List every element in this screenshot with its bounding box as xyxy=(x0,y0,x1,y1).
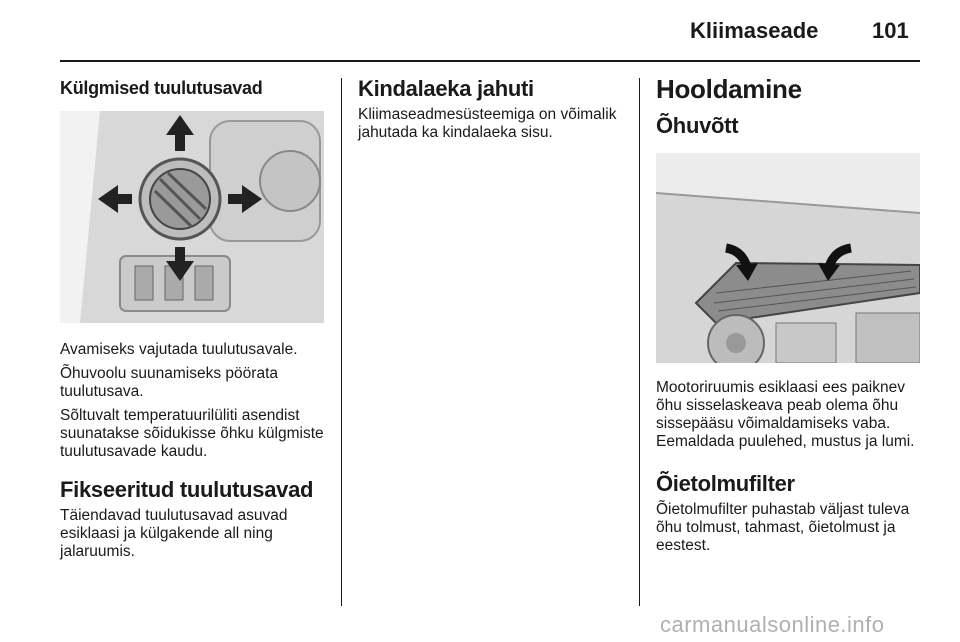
paragraph-glovebox-cooler: Kliimaseadmesüsteemiga on võimalik jahutada ka kindalaeka sisu. xyxy=(358,106,617,141)
column-2 xyxy=(358,72,630,142)
header-page-number: 101 xyxy=(872,18,909,43)
paragraph-pollen-filter: Õietolmufilter puhastab väljast tuleva õhu tolmust, tahmast, õietolmust ja eestest. xyxy=(656,501,910,554)
column-1 xyxy=(60,72,330,561)
header-rule xyxy=(60,60,920,62)
header-section-title: Kliimaseade xyxy=(690,18,819,43)
column-divider-1 xyxy=(341,78,342,606)
column-3 xyxy=(656,72,922,555)
section-heading-glovebox-cooler: Kindalaeka jahuti xyxy=(358,76,534,101)
paragraph-open-vent: Avamiseks vajutada tuulutusavale. xyxy=(60,341,298,358)
section-heading-side-vents: Külgmised tuulutusavad xyxy=(60,78,263,98)
paragraph-fixed-vents: Täiendavad tuulutusavad asuvad esiklaasi ja külgakende all ning jalaruumis. xyxy=(60,507,288,560)
column-divider-2 xyxy=(639,78,640,606)
section-heading-maintenance: Hooldamine xyxy=(656,74,802,104)
paragraph-direct-airflow: Õhuvoolu suunamiseks pöörata tuulutusava. xyxy=(60,365,278,400)
paragraph-air-intake: Mootoriruumis esiklaasi ees paiknev õhu sisselaskeava peab olema õhu sissepääsu võimaldamiseks vaba. Eemaldada puulehed, mustus ja lumi. xyxy=(656,379,915,450)
side-vent-illustration xyxy=(60,111,324,323)
air-intake-illustration xyxy=(656,153,920,363)
watermark: carmanualsonline.info xyxy=(660,612,885,637)
paragraph-temperature-switch: Sõltuvalt temperatuurilüliti asendist suunatakse sõidukisse õhku külgmiste tuulutusavade kaudu. xyxy=(60,407,324,460)
section-heading-fixed-vents: Fikseeritud tuulutusavad xyxy=(60,477,314,502)
section-heading-air-intake: Õhuvõtt xyxy=(656,113,739,138)
section-heading-pollen-filter: Õietolmufilter xyxy=(656,471,795,496)
